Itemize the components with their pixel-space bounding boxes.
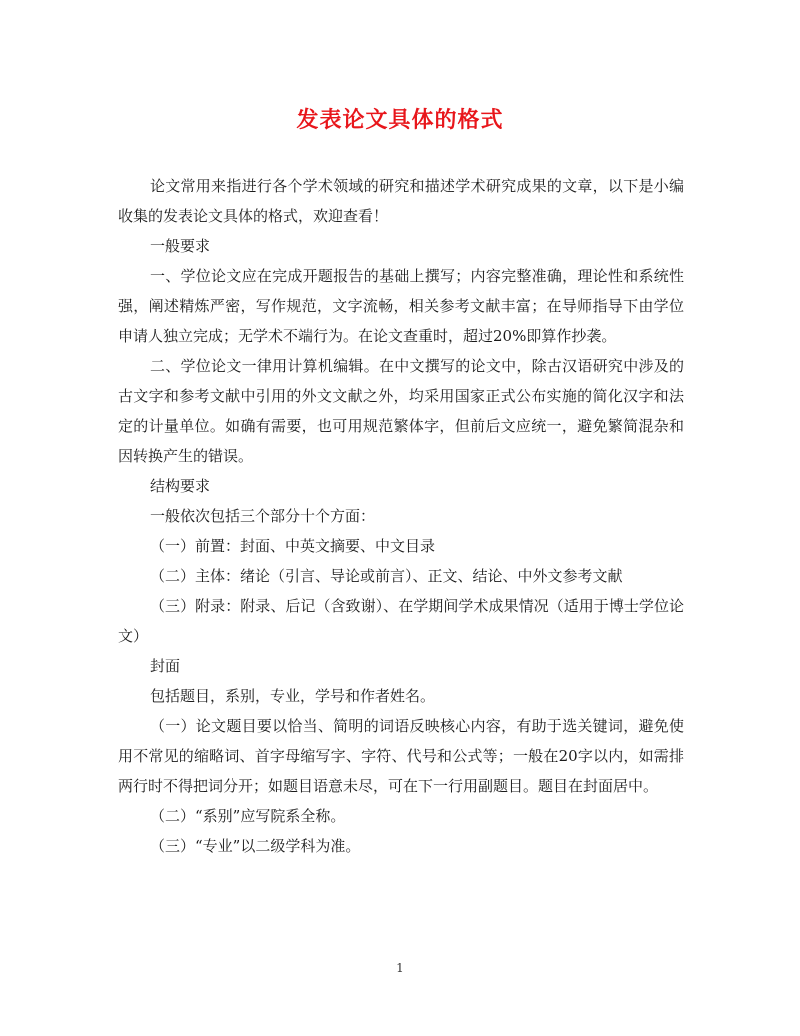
list-item-appendix: （三）附录：附录、后记（含致谢）、在学期间学术成果情况（适用于博士学位论文） — [118, 597, 684, 645]
list-item-major: （三）“专业”以二级学科为准。 — [150, 837, 361, 855]
heading-structure-requirements: 结构要求 — [150, 477, 211, 495]
paragraph-intro: 论文常用来指进行各个学术领域的研究和描述学术研究成果的文章，以下是小编收集的发表论文具体的格式，欢迎查看！ — [118, 177, 684, 225]
paragraph-structure-intro: 一般依次包括三个部分十个方面： — [150, 507, 376, 525]
heading-cover: 封面 — [150, 657, 181, 675]
paragraph-requirement-2: 二、学位论文一律用计算机编辑。在中文撰写的论文中，除古汉语研究中涉及的古文字和参考文献中引用的外文文献之外，均采用国家正式公布实施的简化汉字和法定的计量单位。如确有需要，也可用规范繁体字，但前后文应统一，避免繁简混杂和因转换产生的错误。 — [118, 357, 684, 465]
list-item-department: （二）“系别”应写院系全称。 — [150, 807, 346, 825]
paragraph-requirement-1: 一、学位论文应在完成开题报告的基础上撰写；内容完整准确，理论性和系统性强，阐述精炼严密，写作规范，文字流畅，相关参考文献丰富；在导师指导下由学位申请人独立完成；无学术不端行为。在论文查重时，超过20%即算作抄袭。 — [118, 267, 684, 345]
page-number: 1 — [396, 961, 404, 975]
document-title: 发表论文具体的格式 — [296, 107, 504, 133]
document-body — [118, 171, 684, 861]
list-item-main-body: （二）主体：绪论（引言、导论或前言）、正文、结论、中外文参考文献 — [150, 567, 623, 585]
list-item-front-matter: （一）前置：封面、中英文摘要、中文目录 — [150, 537, 436, 555]
heading-general-requirements: 一般要求 — [150, 237, 211, 255]
paragraph-cover-contents: 包括题目，系别，专业，学号和作者姓名。 — [150, 687, 436, 705]
list-item-title-rules: （一）论文题目要以恰当、简明的词语反映核心内容，有助于选关键词，避免使用不常见的缩略词、首字母缩写字、字符、代号和公式等；一般在20字以内，如需排两行时不得把词分开；如题目语意未尽，可在下一行用副题目。题目在封面居中。 — [118, 717, 684, 795]
